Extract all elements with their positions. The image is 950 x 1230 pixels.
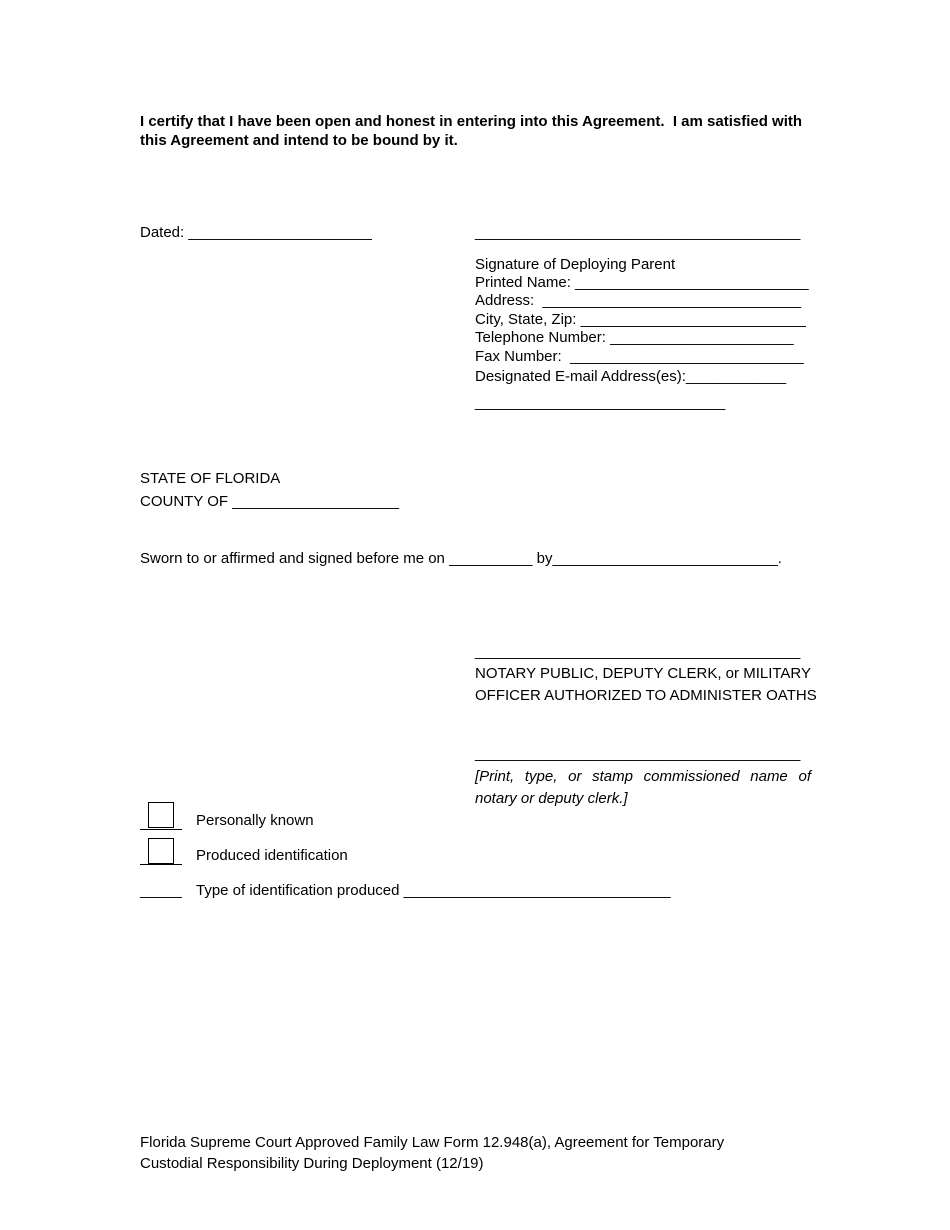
email-field-continuation[interactable]: ______________________________ bbox=[475, 394, 726, 411]
personally-known-underline bbox=[140, 829, 182, 830]
notary-name-hint-line-2: notary or deputy clerk.] bbox=[475, 790, 628, 807]
dated-field[interactable]: Dated: ______________________ bbox=[140, 224, 372, 241]
city-state-zip-field[interactable]: City, State, Zip: ___________________________ bbox=[475, 311, 806, 328]
notary-name-hint-line-1: [Print, type, or stamp commissioned name of bbox=[475, 768, 811, 785]
personally-known-label: Personally known bbox=[196, 812, 314, 829]
notary-name-line[interactable]: _______________________________________ bbox=[475, 745, 801, 762]
certification-line-1: I certify that I have been open and honest in entering into this Agreement. I am satisfied with bbox=[140, 113, 803, 130]
footer-form-title-line-2: Custodial Responsibility During Deployment (12/19) bbox=[140, 1155, 484, 1172]
printed-name-field[interactable]: Printed Name: ____________________________ bbox=[475, 274, 809, 291]
id-type-field[interactable]: Type of identification produced ________________________________ bbox=[196, 882, 671, 899]
email-field[interactable]: Designated E-mail Address(es):____________ bbox=[475, 368, 787, 385]
notary-signature-line[interactable]: _______________________________________ bbox=[475, 643, 801, 660]
id-type-check-blank[interactable]: _____ bbox=[140, 882, 182, 899]
produced-id-underline bbox=[140, 864, 182, 865]
personally-known-checkbox[interactable] bbox=[148, 802, 174, 828]
notary-title-line-2: OFFICER AUTHORIZED TO ADMINISTER OATHS bbox=[475, 687, 817, 704]
produced-identification-checkbox[interactable] bbox=[148, 838, 174, 864]
signature-caption: Signature of Deploying Parent bbox=[475, 256, 676, 273]
footer-form-title-line-1: Florida Supreme Court Approved Family Law Form 12.948(a), Agreement for Temporary bbox=[140, 1134, 725, 1151]
sworn-statement[interactable]: Sworn to or affirmed and signed before me on __________ by___________________________. bbox=[140, 550, 782, 567]
produced-identification-label: Produced identification bbox=[196, 847, 348, 864]
certification-line-2: this Agreement and intend to be bound by it. bbox=[140, 132, 458, 149]
notary-title-line-1: NOTARY PUBLIC, DEPUTY CLERK, or MILITARY bbox=[475, 665, 811, 682]
fax-field[interactable]: Fax Number: ____________________________ bbox=[475, 348, 804, 365]
address-field[interactable]: Address: _______________________________ bbox=[475, 292, 802, 309]
state-label: STATE OF FLORIDA bbox=[140, 470, 281, 487]
deploying-parent-signature-line[interactable]: _______________________________________ bbox=[475, 224, 801, 241]
county-field[interactable]: COUNTY OF ____________________ bbox=[140, 493, 400, 510]
telephone-field[interactable]: Telephone Number: ______________________ bbox=[475, 329, 794, 346]
